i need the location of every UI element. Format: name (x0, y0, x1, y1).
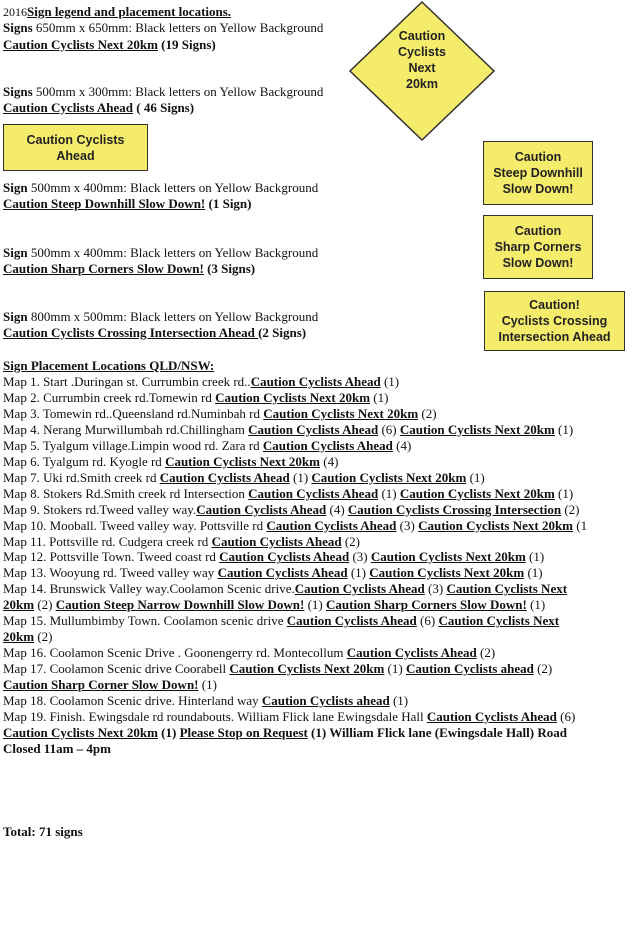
placement-text: (4) (326, 501, 348, 517)
placement-line (3, 741, 111, 756)
placement-text: (1) (554, 421, 574, 437)
placement-text: (1) (554, 485, 574, 501)
placement-text: Map 8. Stokers Rd.Smith creek rd Intersection (3, 485, 249, 501)
placement-line (3, 597, 545, 612)
sign-name: Caution Cyclists Crossing Intersection (347, 501, 562, 517)
placement-line (3, 613, 559, 628)
sign-name: Please Stop on Request (179, 724, 308, 740)
spec-size-next-20km: Signs 650mm x 650mm: Black letters on Yellow Background (3, 20, 324, 35)
placement-text: Map 5. Tyalgum village.Limpin wood rd. Zara rd (3, 437, 263, 453)
spec-name-sharp: Caution Sharp Corners Slow Down! (3 Signs) (3, 261, 256, 276)
placement-text: (1) (289, 469, 312, 485)
sign-name: Caution Cyclists Next 20km (229, 661, 385, 677)
placement-text: (6) (556, 708, 576, 724)
placement-text: (4) (392, 437, 412, 453)
placement-text: Map 2. Currumbin creek rd.Tomewin rd (3, 389, 216, 405)
sign-name: 20km (3, 597, 35, 613)
sign-name: Caution Cyclists Ahead (294, 581, 425, 597)
sign-name: Caution Cyclists Next 20km (399, 485, 555, 501)
placement-text: Map 12. Pottsville Town. Tweed coast rd (3, 549, 220, 565)
sign-name: Caution Cyclists Next 20km (165, 453, 320, 469)
sign-name: Caution Cyclists ahead (405, 661, 534, 677)
placement-line (3, 406, 437, 421)
sign-name: Caution Cyclists Next 20km (370, 549, 526, 565)
placement-line (3, 502, 580, 517)
placement-text: Map 7. Uki rd.Smith creek rd (3, 469, 160, 485)
placement-line (3, 422, 573, 437)
placement-line (3, 470, 485, 485)
placement-text: (2) (533, 661, 553, 677)
sign-name: Caution Cyclists Ahead (266, 517, 397, 533)
placement-text: Map 13. Wooyung rd. Tweed valley way (3, 565, 218, 581)
placement-text: Map 11. Pottsville rd. Cudgera creek rd (3, 533, 212, 549)
document-title (3, 4, 231, 20)
spec-name-steep: Caution Steep Downhill Slow Down! (1 Sign) (3, 196, 252, 211)
placement-text: Map 16. Coolamon Scenic Drive . Goonengerry rd. Montecollum (3, 645, 347, 661)
placement-line (3, 534, 360, 549)
placement-line (3, 518, 587, 533)
placement-text: Map 4. Nerang Murwillumbah rd.Chillingham (3, 421, 249, 437)
placement-line (3, 565, 543, 580)
placement-text: Map 17. Coolamon Scenic drive Coorabell (3, 661, 230, 677)
sign-name: Caution Cyclists ahead (261, 693, 390, 708)
placement-text: (2) (34, 597, 56, 613)
placement-text: Map 19. Finish. Ewingsdale rd roundabouts. William Flick lane Ewingsdale Hall (3, 708, 427, 724)
placement-line (3, 454, 338, 469)
placement-text: (3) (396, 517, 419, 533)
sign-sharp-corners: Caution Sharp Corners Slow Down! (483, 215, 593, 279)
placement-text: (6) (378, 421, 400, 437)
sign-name: Caution Cyclists Ahead (426, 708, 557, 724)
placement-text: (1) (157, 724, 180, 740)
sign-diamond-next-20km (347, 0, 497, 142)
sign-name: Caution Steep Narrow Downhill Slow Down! (55, 597, 305, 613)
placement-text: (1) (198, 677, 217, 693)
sign-name: Caution Cyclists Ahead (250, 374, 381, 389)
sign-name: Caution Cyclists Next 20km (418, 517, 574, 533)
placement-line (3, 709, 575, 724)
sign-name: Caution Sharp Corner Slow Down! (3, 677, 199, 693)
placement-line (3, 629, 52, 644)
placement-text: (6) (416, 613, 439, 629)
sign-name: Caution Cyclists Next 20km (399, 421, 555, 437)
diamond-text: Caution Cyclists Next 20km (398, 29, 446, 91)
sign-name: 20km (3, 629, 35, 645)
sign-steep-downhill: Caution Steep Downhill Slow Down! (483, 141, 593, 205)
placement-line (3, 581, 567, 596)
placement-line (3, 390, 388, 405)
placement-text: (2) (341, 533, 361, 549)
placement-text: Map 9. Stokers rd.Tweed valley way. (3, 501, 197, 517)
placement-text: (1) (524, 565, 543, 581)
sign-name: Caution Cyclists Next (446, 581, 568, 597)
total-signs: Total: 71 signs (3, 824, 83, 839)
placement-text: Map 15. Mullumbimby Town. Coolamon scenic drive (3, 613, 287, 629)
sign-name: Caution Cyclists Next 20km (369, 565, 525, 581)
placement-text: (1) (347, 565, 370, 581)
placement-line (3, 438, 411, 453)
placement-line (3, 549, 544, 564)
placement-text: (2) (34, 629, 53, 645)
placement-text: (1) (466, 469, 485, 485)
sign-name: Caution Sharp Corners Slow Down! (326, 597, 527, 613)
placement-heading: Sign Placement Locations QLD/NSW: (3, 358, 215, 373)
placement-text: (1 (573, 517, 588, 533)
placement-text: (1) (526, 597, 546, 613)
placement-text: Map 10. Mooball. Tweed valley way. Pottsville rd (3, 517, 267, 533)
sign-name: Caution Cyclists Ahead (217, 565, 348, 581)
placement-text: Map 3. Tomewin rd..Queensland rd.Numinbah rd (3, 405, 264, 421)
placement-text: (1) (389, 693, 409, 708)
spec-size-ahead: Signs 500mm x 300mm: Black letters on Yellow Background (3, 84, 324, 99)
sign-name: Caution Cyclists Ahead (286, 613, 417, 629)
sign-cyclists-ahead: Caution Cyclists Ahead (3, 124, 148, 171)
placement-text: (2) (418, 405, 437, 421)
placement-text: (1) William Flick lane (Ewingsdale Hall) Road (307, 724, 567, 740)
placement-text: (2) (476, 645, 496, 661)
sign-name: Caution Cyclists Ahead (159, 469, 290, 485)
sign-name: Caution Cyclists Ahead (219, 549, 350, 565)
sign-name: Caution Cyclists Next 20km (3, 724, 158, 740)
placement-text: Map 14. Brunswick Valley way.Coolamon Scenic drive. (3, 581, 295, 597)
placement-text: (3) (349, 549, 371, 565)
title-text: Sign legend and placement locations. (27, 4, 232, 19)
placement-text: (3) (424, 581, 447, 597)
sign-name: Caution Cyclists Ahead (346, 645, 477, 661)
spec-size-steep: Sign 500mm x 400mm: Black letters on Yellow Background (3, 180, 319, 195)
placement-text: (1) (384, 661, 406, 677)
placement-text: (1) (378, 485, 400, 501)
placement-line (3, 677, 217, 692)
sign-name: Caution Cyclists Ahead (248, 485, 379, 501)
placement-line (3, 374, 399, 389)
placement-text: (1) (304, 597, 326, 613)
placement-line (3, 661, 552, 676)
placement-text: (4) (319, 453, 339, 469)
spec-name-ahead: Caution Cyclists Ahead ( 46 Signs) (3, 100, 195, 115)
sign-name: Caution Cyclists Ahead (211, 533, 342, 549)
sign-cyclists-crossing: Caution! Cyclists Crossing Intersection Ahead (484, 291, 625, 351)
placement-line (3, 486, 573, 501)
placement-text: (2) (561, 501, 580, 517)
sign-name: Caution Cyclists Ahead (196, 501, 327, 517)
placement-line (3, 693, 408, 708)
placement-line (3, 645, 495, 660)
placement-text: Map 6. Tyalgum rd. Kyogle rd (3, 453, 166, 469)
spec-name-crossing: Caution Cyclists Crossing Intersection Ahead (2 Signs) (3, 325, 307, 340)
sign-name: Caution Cyclists Next 20km (263, 405, 419, 421)
title-year: 2016 (3, 5, 27, 19)
sign-name: Caution Cyclists Next 20km (215, 389, 371, 405)
spec-size-crossing: Sign 800mm x 500mm: Black letters on Yellow Background (3, 309, 319, 324)
spec-name-next-20km: Caution Cyclists Next 20km (19 Signs) (3, 37, 216, 52)
placement-text: Map 18. Coolamon Scenic drive. Hinterland way (3, 693, 262, 708)
sign-name: Caution Cyclists Ahead (248, 421, 379, 437)
placement-text: (1) (380, 374, 400, 389)
placement-line (3, 725, 567, 740)
placement-text: (1) (370, 389, 389, 405)
placement-text: (1) (525, 549, 545, 565)
placement-text: Map 1. Start .Duringan st. Currumbin creek rd.. (3, 374, 251, 389)
placement-text: Closed 11am – 4pm (3, 740, 111, 756)
sign-name: Caution Cyclists Next (438, 613, 560, 629)
spec-size-sharp: Sign 500mm x 400mm: Black letters on Yellow Background (3, 245, 319, 260)
sign-name: Caution Cyclists Ahead (262, 437, 393, 453)
sign-name: Caution Cyclists Next 20km (311, 469, 467, 485)
